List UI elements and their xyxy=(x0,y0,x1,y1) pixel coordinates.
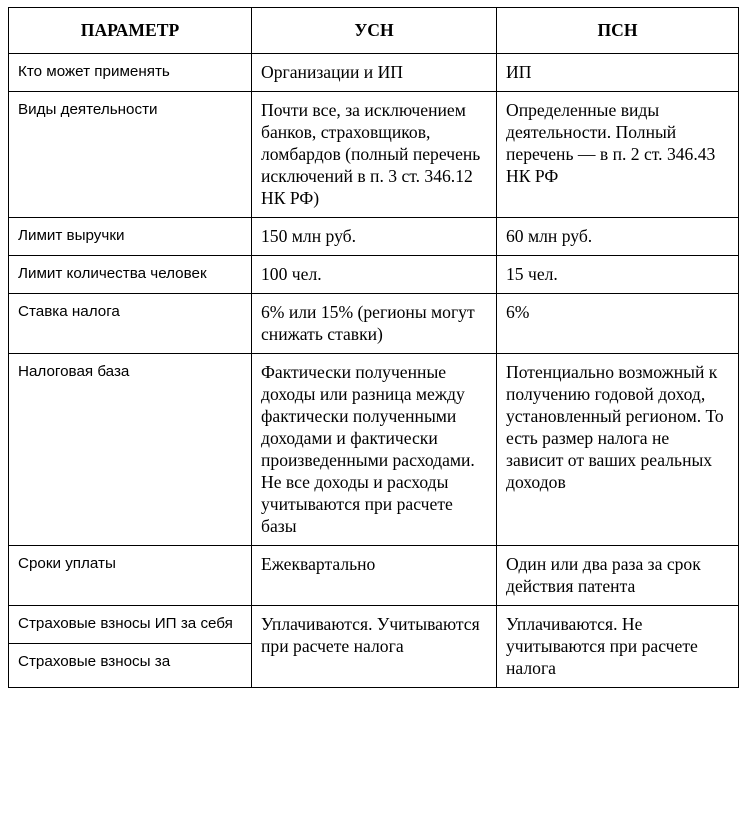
row-psn: 15 чел. xyxy=(497,256,739,294)
table-row xyxy=(9,546,739,606)
row-param: Лимит выручки xyxy=(9,218,252,256)
row-usn: 100 чел. xyxy=(252,256,497,294)
row-usn: Организации и ИП xyxy=(252,54,497,92)
row-param: Ставка налога xyxy=(9,294,252,354)
row-psn: 6% xyxy=(497,294,739,354)
table-row xyxy=(9,92,739,218)
row-psn: Потенциально возможный к получению годовой доход, установленный регионом. То есть размер налога не зависит от ваших реальных доходов xyxy=(497,354,739,546)
row-usn: Ежеквартально xyxy=(252,546,497,606)
row-psn: Определенные виды деятельности. Полный перечень — в п. 2 ст. 346.43 НК РФ xyxy=(497,92,739,218)
row-psn: Один или два раза за срок действия патента xyxy=(497,546,739,606)
table-row xyxy=(9,606,739,644)
row-usn: Уплачиваются. Учитываются при расчете налога xyxy=(252,606,497,688)
row-usn: Почти все, за исключением банков, страховщиков, ломбардов (полный перечень исключений в п. 3 ст. 346.12 НК РФ) xyxy=(252,92,497,218)
header-usn: УСН xyxy=(252,8,497,54)
row-usn: 6% или 15% (регионы могут снижать ставки) xyxy=(252,294,497,354)
row-usn: Фактически полученные доходы или разница между фактически полученными доходами и фактически произведенными расходами. Не все доходы и расходы учитываются при расчете базы xyxy=(252,354,497,546)
row-param: Кто может применять xyxy=(9,54,252,92)
row-param: Страховые взносы за xyxy=(9,644,252,688)
row-psn: 60 млн руб. xyxy=(497,218,739,256)
header-parameter: ПАРАМЕТР xyxy=(9,8,252,54)
row-param: Лимит количества человек xyxy=(9,256,252,294)
table-header-row xyxy=(9,8,739,54)
table-row xyxy=(9,256,739,294)
row-param: Виды деятельности xyxy=(9,92,252,218)
row-param: Сроки уплаты xyxy=(9,546,252,606)
table-row xyxy=(9,354,739,546)
header-psn: ПСН xyxy=(497,8,739,54)
table-row xyxy=(9,218,739,256)
row-psn: ИП xyxy=(497,54,739,92)
row-param: Страховые взносы ИП за себя xyxy=(9,606,252,644)
row-param: Налоговая база xyxy=(9,354,252,546)
tax-comparison-table xyxy=(8,7,739,688)
row-psn: Уплачиваются. Не учитываются при расчете налога xyxy=(497,606,739,688)
table-row xyxy=(9,294,739,354)
row-usn: 150 млн руб. xyxy=(252,218,497,256)
table-row xyxy=(9,54,739,92)
